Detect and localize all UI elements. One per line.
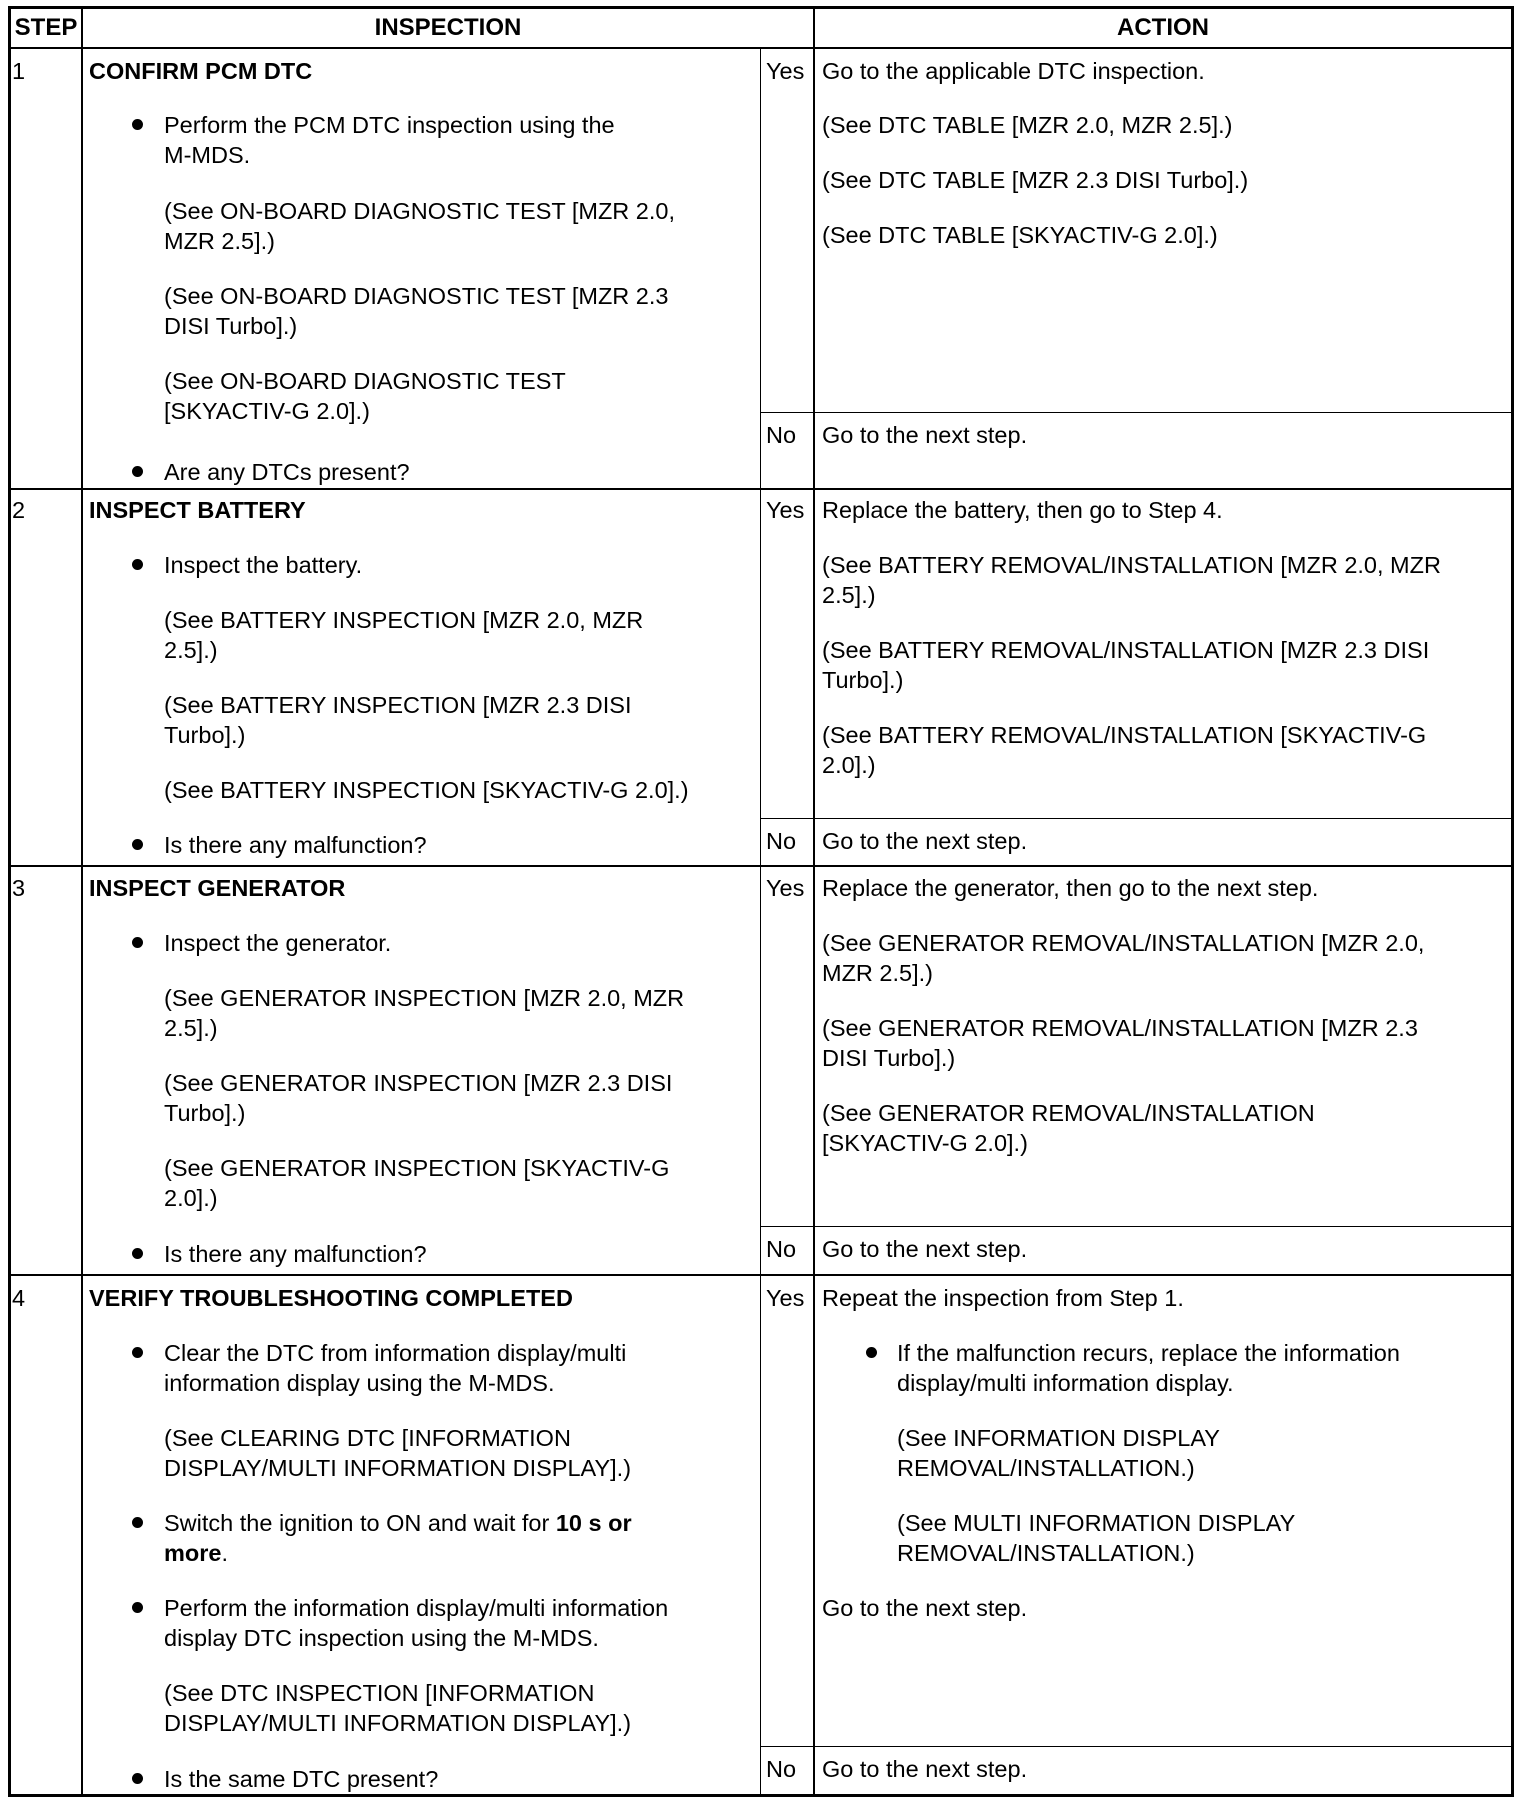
bullet-icon xyxy=(132,1602,143,1613)
action-reference: DISI Turbo].) xyxy=(822,1045,956,1071)
step-title: INSPECT GENERATOR xyxy=(89,875,346,901)
reference-text: 2.5].) xyxy=(164,637,218,663)
header-step: STEP xyxy=(14,14,78,41)
action-reference: (See GENERATOR REMOVAL/INSTALLATION xyxy=(822,1100,1315,1126)
reference-text: (See ON-BOARD DIAGNOSTIC TEST [MZR 2.3 xyxy=(164,283,669,309)
troubleshooting-table xyxy=(8,6,1514,1797)
action-text: If the malfunction recurs, replace the information xyxy=(897,1340,1400,1366)
row-divider-2 xyxy=(8,865,1514,867)
action-text: Replace the generator, then go to the next step. xyxy=(822,875,1319,901)
no-action-text: Go to the next step. xyxy=(822,1236,1028,1262)
step-column-divider xyxy=(81,6,83,1797)
action-reference: (See BATTERY REMOVAL/INSTALLATION [SKYACTIV-G xyxy=(822,722,1427,748)
action-reference: (See DTC TABLE [SKYACTIV-G 2.0].) xyxy=(822,222,1218,248)
yes-no-divider-1 xyxy=(760,412,1514,413)
inspection-text: Inspect the battery. xyxy=(164,552,363,578)
action-reference: (See MULTI INFORMATION DISPLAY xyxy=(897,1510,1296,1536)
reference-text: (See GENERATOR INSPECTION [MZR 2.3 DISI xyxy=(164,1070,673,1096)
inspection-text xyxy=(164,1508,632,1538)
inspection-text: Clear the DTC from information display/multi xyxy=(164,1340,627,1366)
reference-text: DISI Turbo].) xyxy=(164,313,298,339)
reference-text: 2.0].) xyxy=(164,1185,218,1211)
reference-text: 2.5].) xyxy=(164,1015,218,1041)
action-reference: Turbo].) xyxy=(822,667,904,693)
yes-no-divider-3 xyxy=(760,1226,1514,1227)
bullet-icon xyxy=(132,559,143,570)
yes-label: Yes xyxy=(766,1285,805,1311)
reference-text: DISPLAY/MULTI INFORMATION DISPLAY].) xyxy=(164,1455,632,1481)
no-action-text: Go to the next step. xyxy=(822,828,1028,854)
reference-text: (See BATTERY INSPECTION [MZR 2.0, MZR xyxy=(164,607,644,633)
reference-text: (See CLEARING DTC [INFORMATION xyxy=(164,1425,571,1451)
reference-text: (See GENERATOR INSPECTION [MZR 2.0, MZR xyxy=(164,985,685,1011)
inspection-question: Is there any malfunction? xyxy=(164,832,427,858)
yes-no-column-divider xyxy=(760,48,761,1795)
reference-text: (See ON-BOARD DIAGNOSTIC TEST xyxy=(164,368,566,394)
step-number: 1 xyxy=(12,58,26,84)
action-reference: [SKYACTIV-G 2.0].) xyxy=(822,1130,1028,1156)
yes-label: Yes xyxy=(766,875,805,901)
inspection-text: Perform the information display/multi information xyxy=(164,1595,669,1621)
bullet-icon xyxy=(132,1347,143,1358)
inspection-question: Is there any malfunction? xyxy=(164,1241,427,1267)
no-label: No xyxy=(766,422,797,448)
reference-text: MZR 2.5].) xyxy=(164,228,275,254)
table-border-bottom xyxy=(8,1794,1514,1797)
reference-text: Turbo].) xyxy=(164,722,246,748)
bullet-icon xyxy=(866,1347,877,1358)
action-reference: (See GENERATOR REMOVAL/INSTALLATION [MZR 2.3 xyxy=(822,1015,1418,1041)
bullet-icon xyxy=(132,119,143,130)
reference-text: (See DTC INSPECTION [INFORMATION xyxy=(164,1680,595,1706)
step-number: 2 xyxy=(12,497,26,523)
action-reference: (See GENERATOR REMOVAL/INSTALLATION [MZR 2.0, xyxy=(822,930,1425,956)
inspection-text-plain: Switch the ignition to ON and wait for xyxy=(164,1510,556,1536)
action-text: Go to the applicable DTC inspection. xyxy=(822,58,1205,84)
reference-text: (See ON-BOARD DIAGNOSTIC TEST [MZR 2.0, xyxy=(164,198,675,224)
reference-text: (See GENERATOR INSPECTION [SKYACTIV-G xyxy=(164,1155,670,1181)
bullet-icon xyxy=(132,1517,143,1528)
yes-no-divider-4 xyxy=(760,1746,1514,1747)
inspection-text: Inspect the generator. xyxy=(164,930,392,956)
action-reference: REMOVAL/INSTALLATION.) xyxy=(897,1540,1195,1566)
inspection-text-bold: 10 s or xyxy=(555,1510,632,1536)
table-border-top xyxy=(8,6,1514,9)
inspection-text: information display using the M-MDS. xyxy=(164,1370,555,1396)
no-label: No xyxy=(766,1756,797,1782)
inspection-question: Is the same DTC present? xyxy=(164,1766,439,1792)
reference-text: (See BATTERY INSPECTION [SKYACTIV-G 2.0].) xyxy=(164,777,689,803)
inspection-text: M-MDS. xyxy=(164,142,251,168)
inspection-text: more. xyxy=(164,1540,228,1566)
yes-no-divider-2 xyxy=(760,818,1514,819)
action-reference: (See BATTERY REMOVAL/INSTALLATION [MZR 2.3 DISI xyxy=(822,637,1430,663)
action-reference: 2.0].) xyxy=(822,752,876,778)
action-text: display/multi information display. xyxy=(897,1370,1234,1396)
bullet-icon xyxy=(132,466,143,477)
bullet-icon xyxy=(132,1773,143,1784)
action-column-divider xyxy=(813,6,815,1797)
action-reference: 2.5].) xyxy=(822,582,876,608)
action-text: Repeat the inspection from Step 1. xyxy=(822,1285,1184,1311)
bullet-icon xyxy=(132,1248,143,1259)
step-title: CONFIRM PCM DTC xyxy=(89,58,313,84)
row-divider-1 xyxy=(8,488,1514,490)
reference-text: (See BATTERY INSPECTION [MZR 2.3 DISI xyxy=(164,692,632,718)
bullet-icon xyxy=(132,937,143,948)
inspection-text: Perform the PCM DTC inspection using the xyxy=(164,112,615,138)
header-action: ACTION xyxy=(1117,14,1209,41)
yes-label: Yes xyxy=(766,497,805,523)
inspection-text: display DTC inspection using the M-MDS. xyxy=(164,1625,599,1651)
step-title: INSPECT BATTERY xyxy=(89,497,306,523)
step-title: VERIFY TROUBLESHOOTING COMPLETED xyxy=(89,1285,573,1311)
bullet-icon xyxy=(132,839,143,850)
action-reference: REMOVAL/INSTALLATION.) xyxy=(897,1455,1195,1481)
yes-label: Yes xyxy=(766,58,805,84)
table-border-left xyxy=(8,6,11,1797)
reference-text: Turbo].) xyxy=(164,1100,246,1126)
action-reference: (See DTC TABLE [MZR 2.3 DISI Turbo].) xyxy=(822,167,1249,193)
action-reference: (See BATTERY REMOVAL/INSTALLATION [MZR 2.0, MZR xyxy=(822,552,1441,578)
header-inspection: INSPECTION xyxy=(374,14,522,41)
inspection-text-bold: more xyxy=(164,1540,222,1566)
inspection-question: Are any DTCs present? xyxy=(164,459,410,485)
action-reference: (See INFORMATION DISPLAY xyxy=(897,1425,1220,1451)
no-action-text: Go to the next step. xyxy=(822,1756,1028,1782)
table-border-right xyxy=(1511,6,1514,1797)
reference-text: [SKYACTIV-G 2.0].) xyxy=(164,398,370,424)
step-number: 4 xyxy=(12,1285,26,1311)
header-divider xyxy=(8,47,1514,49)
action-text: Go to the next step. xyxy=(822,1595,1028,1621)
action-text: Replace the battery, then go to Step 4. xyxy=(822,497,1223,523)
step-number: 3 xyxy=(12,875,26,901)
no-action-text: Go to the next step. xyxy=(822,422,1028,448)
no-label: No xyxy=(766,828,797,854)
action-reference: MZR 2.5].) xyxy=(822,960,933,986)
row-divider-3 xyxy=(8,1274,1514,1276)
no-label: No xyxy=(766,1236,797,1262)
reference-text: DISPLAY/MULTI INFORMATION DISPLAY].) xyxy=(164,1710,632,1736)
action-reference: (See DTC TABLE [MZR 2.0, MZR 2.5].) xyxy=(822,112,1233,138)
